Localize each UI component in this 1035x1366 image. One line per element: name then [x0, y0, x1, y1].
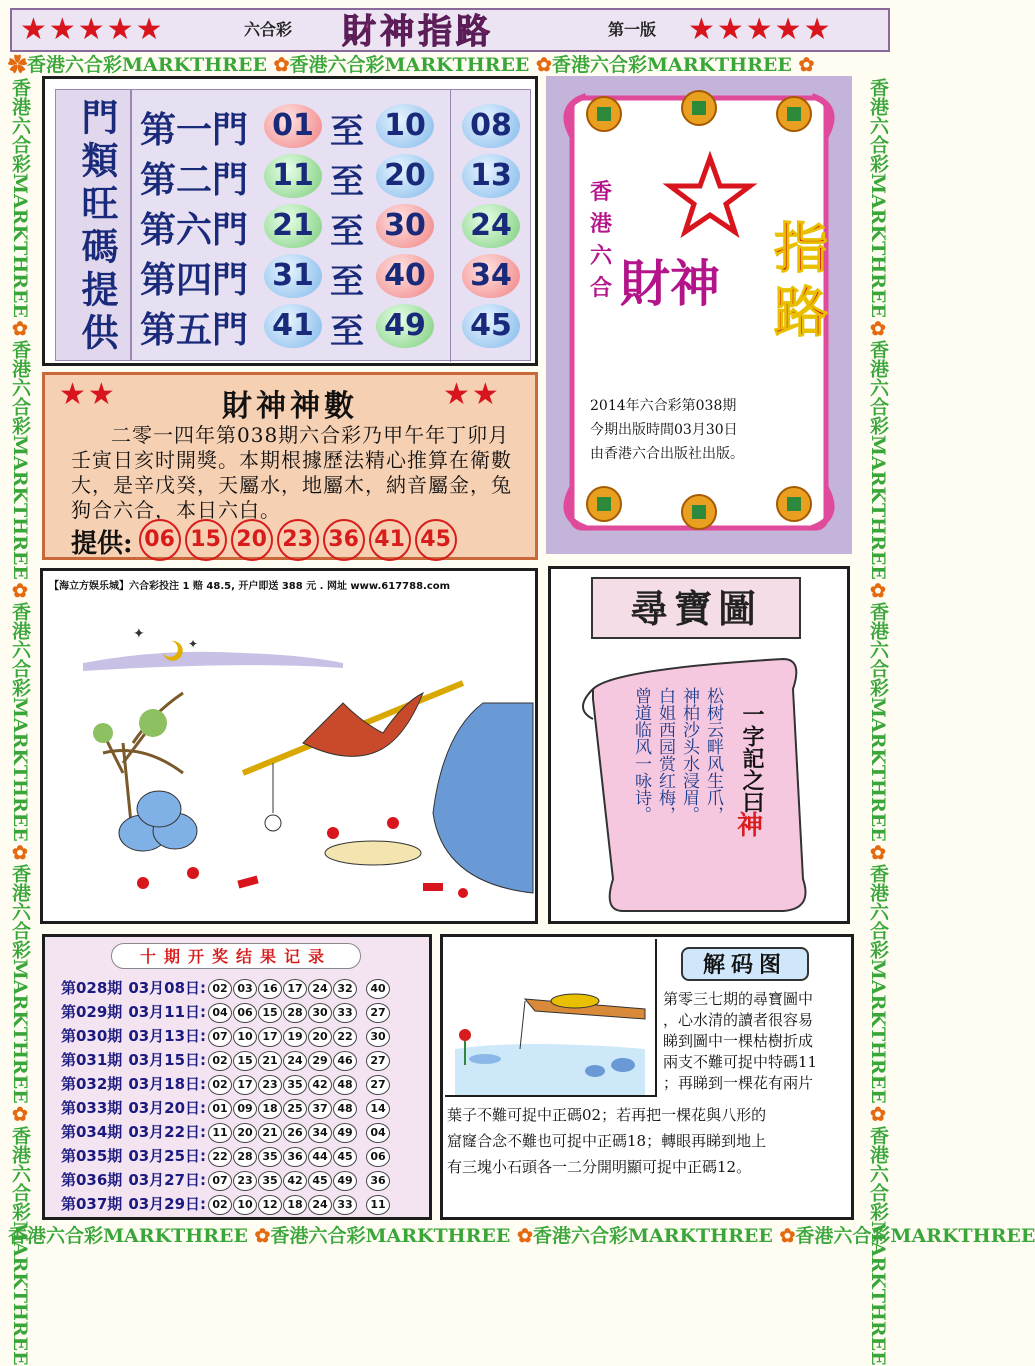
zhi-label: 至: [330, 162, 364, 202]
record-number: 17: [258, 1027, 282, 1047]
border-text: 香港六合彩MARKTHREE: [867, 863, 889, 1104]
door-side-title: 門類旺碼提供: [75, 98, 119, 356]
treasure-title: 尋寶圖: [591, 577, 801, 639]
record-number: 35: [283, 1075, 307, 1095]
record-period: 第035期: [61, 1147, 123, 1165]
edition-label: 第一版: [608, 20, 657, 39]
record-number: 29: [308, 1051, 332, 1071]
record-special: 06: [366, 1147, 390, 1167]
door-name: 第一門: [140, 109, 249, 151]
record-special: 11: [366, 1195, 390, 1215]
poster-big-title-2: 指路: [774, 216, 828, 344]
record-number: 23: [258, 1075, 282, 1095]
record-number: 02: [208, 1051, 232, 1071]
clover-icon: ✿: [254, 1225, 271, 1247]
door-name: 第四門: [140, 259, 249, 301]
record-number: 06: [233, 1003, 257, 1023]
record-number: 33: [333, 1003, 357, 1023]
record-number: 21: [258, 1051, 282, 1071]
record-number: 49: [333, 1171, 357, 1191]
decode-line: 有三塊小石頭各一二分開明顯可捉中正碼12。: [447, 1158, 752, 1176]
header-bar: [10, 8, 890, 52]
to-ball: 30: [376, 204, 434, 248]
border-text: 香港六合彩MARKTHREE: [795, 1225, 1035, 1247]
record-number: 32: [333, 979, 357, 999]
record-period: 第029期: [61, 1003, 123, 1021]
record-number: 46: [333, 1051, 357, 1071]
clover-icon: ✿: [867, 579, 889, 602]
coin-icon: [777, 487, 811, 521]
record-number: 26: [283, 1123, 307, 1143]
record-number: 22: [333, 1027, 357, 1047]
clover-icon: ✿: [779, 1225, 796, 1247]
poster-line: 由香港六合出版社出版。: [590, 446, 744, 462]
record-special: 27: [366, 1075, 390, 1095]
number-ball: 36: [323, 519, 365, 561]
record-date: 03月11日:: [128, 1003, 207, 1021]
poem-col: 神柏沙头水浸眉。: [679, 687, 699, 823]
from-ball: 11: [264, 154, 322, 198]
record-period: 第030期: [61, 1027, 123, 1045]
record-date: 03月20日:: [128, 1099, 207, 1117]
record-number: 45: [333, 1147, 357, 1167]
coin-icon: [587, 487, 621, 521]
clover-icon: ✿: [867, 841, 889, 864]
record-special: 27: [366, 1051, 390, 1071]
record-number: 03: [233, 979, 257, 999]
provide-label: 提供:: [71, 529, 133, 559]
zhi-label: 至: [330, 212, 364, 252]
door-side-panel: [55, 89, 131, 361]
clover-icon: ✿: [9, 579, 31, 602]
border-text: 香港六合彩MARKTHREE: [551, 54, 792, 76]
decode-image: [445, 939, 657, 1097]
hint-text: 一字記之曰: [739, 703, 765, 813]
record-row: [61, 1193, 391, 1217]
record-row: [61, 1097, 391, 1121]
border-text: 香港六合彩MARKTHREE: [867, 601, 889, 842]
record-special: 36: [366, 1171, 390, 1191]
border-text: 香港六合彩MARKTHREE: [9, 339, 31, 580]
record-row: [61, 1001, 391, 1025]
bat-icon: [303, 693, 423, 756]
record-period: 第031期: [61, 1051, 123, 1069]
number-ball: 41: [369, 519, 411, 561]
record-number: 02: [208, 979, 232, 999]
clover-icon: ✿: [9, 1103, 31, 1126]
record-number: 24: [283, 1051, 307, 1071]
records-panel: [42, 934, 432, 1220]
record-date: 03月08日:: [128, 979, 207, 997]
number-ball: 20: [231, 519, 273, 561]
record-period: 第033期: [61, 1099, 123, 1117]
header-left-label: 六合彩: [244, 20, 293, 39]
record-number: 23: [233, 1171, 257, 1191]
from-ball: 41: [264, 304, 322, 348]
border-right: [866, 78, 892, 1366]
record-period: 第032期: [61, 1075, 123, 1093]
decode-title: 解码图: [681, 947, 809, 981]
record-number: 44: [308, 1147, 332, 1167]
record-date: 03月15日:: [128, 1051, 207, 1069]
clover-icon: ✿: [867, 317, 889, 340]
record-number: 15: [258, 1003, 282, 1023]
record-number: 07: [208, 1171, 232, 1191]
treasure-panel: [548, 566, 850, 924]
record-number: 18: [258, 1099, 282, 1119]
border-text: 香港六合彩MARKTHREE: [867, 78, 889, 318]
coin-icon: [587, 97, 621, 131]
record-row: [61, 977, 391, 1001]
border-text: 香港六合彩MARKTHREE: [9, 1125, 31, 1366]
record-number: 35: [258, 1147, 282, 1167]
record-number: 02: [208, 1195, 232, 1215]
record-special: 04: [366, 1123, 390, 1143]
provide-row: [71, 519, 461, 561]
poster-line: 今期出版時間03月30日: [590, 422, 738, 438]
cartoon-panel: [40, 568, 538, 924]
record-row: [61, 1169, 391, 1193]
record-number: 20: [308, 1027, 332, 1047]
record-number: 48: [333, 1075, 357, 1095]
decode-panel: [440, 934, 854, 1220]
decode-line: ；再睇到一棵花有兩片: [663, 1074, 814, 1092]
svg-text:✦: ✦: [188, 637, 199, 651]
record-number: 37: [308, 1099, 332, 1119]
from-ball: 21: [264, 204, 322, 248]
door-table: [42, 76, 538, 366]
record-number: 35: [258, 1171, 282, 1191]
numerology-panel: [42, 372, 538, 560]
record-number: 24: [308, 979, 332, 999]
record-date: 03月18日:: [128, 1075, 207, 1093]
record-date: 03月13日:: [128, 1027, 207, 1045]
decode-line: 窟窿合念不難也可捉中正碼18；轉眼再睇到地上: [447, 1132, 767, 1150]
record-date: 03月27日:: [128, 1171, 207, 1189]
record-number: 04: [208, 1003, 232, 1023]
border-text: 香港六合彩MARKTHREE: [532, 1225, 773, 1247]
record-date: 03月22日:: [128, 1123, 207, 1141]
clover-icon: ✿: [273, 54, 290, 76]
record-number: 28: [283, 1003, 307, 1023]
clover-icon: ✿: [517, 1225, 533, 1247]
record-number: 01: [208, 1099, 232, 1119]
from-ball: 01: [264, 104, 322, 148]
door-row: [132, 200, 532, 250]
record-number: 10: [233, 1027, 257, 1047]
cartoon-illustration: [43, 593, 535, 923]
record-number: 42: [283, 1171, 307, 1191]
to-ball: 10: [376, 104, 434, 148]
record-special: 30: [366, 1027, 390, 1047]
poem-col: 松树云畔风生爪，: [703, 687, 723, 823]
record-period: 第037期: [61, 1195, 123, 1213]
door-name: 第五門: [140, 309, 249, 351]
record-number: 18: [283, 1195, 307, 1215]
star-row-right: ★★: [443, 377, 501, 412]
border-text: 香港六合彩MARKTHREE: [270, 1225, 511, 1247]
door-name: 第二門: [140, 159, 249, 201]
record-number: 24: [308, 1195, 332, 1215]
record-number: 45: [308, 1171, 332, 1191]
zhi-label: 至: [330, 112, 364, 152]
records-title: 十期开奖结果记录: [111, 943, 361, 969]
poster-small-title: 香港六合: [589, 179, 612, 301]
border-top: [8, 54, 892, 76]
poster-panel: [546, 76, 852, 554]
door-name: 第六門: [140, 209, 249, 251]
record-number: 02: [208, 1075, 232, 1095]
ad-banner[interactable]: 【海立方娱乐城】六合彩投注 1 赔 48.5, 开户即送 388 元 . 网址 www.617788.com: [49, 581, 451, 592]
border-text: 香港六合彩MARKTHREE: [867, 1125, 889, 1366]
star-row-left: ★★: [59, 377, 117, 412]
number-ball: 15: [185, 519, 227, 561]
to-ball: 40: [376, 254, 434, 298]
record-row: [61, 1049, 391, 1073]
record-row: [61, 1025, 391, 1049]
record-number: 30: [308, 1003, 332, 1023]
border-text: 香港六合彩MARKTHREE: [9, 78, 31, 318]
clover-icon: ✿: [536, 54, 552, 76]
door-row: [132, 300, 532, 350]
clover-icon: ✿: [798, 54, 815, 76]
decode-line: 葉子不難可捉中正碼02；若再把一棵花與八形的: [447, 1106, 767, 1124]
numerology-title: 財神神數: [222, 389, 358, 424]
border-text: 香港六合彩MARKTHREE: [9, 601, 31, 842]
decode-illustration: [445, 939, 655, 1095]
number-ball: 06: [139, 519, 181, 561]
record-number: 22: [208, 1147, 232, 1167]
poem-col: 白姐西园赏红梅，: [655, 687, 675, 823]
record-row: [61, 1121, 391, 1145]
poster-big-title-1: 財神: [620, 254, 720, 313]
door-rows: [131, 89, 531, 361]
border-left: [8, 78, 34, 1366]
record-number: 21: [258, 1123, 282, 1143]
record-number: 17: [233, 1075, 257, 1095]
record-number: 10: [233, 1195, 257, 1215]
pick-ball: 34: [462, 254, 520, 298]
decode-line: ，心水清的讀者很容易: [663, 1011, 814, 1029]
border-bottom: [8, 1224, 1035, 1248]
decode-line: 兩支不難可捉中特碼11: [663, 1053, 818, 1071]
record-number: 11: [208, 1123, 232, 1143]
decode-line: 睇到圖中一棵枯樹折成: [663, 1032, 814, 1050]
zhi-label: 至: [330, 262, 364, 302]
poster-info: [590, 394, 820, 466]
record-number: 34: [308, 1123, 332, 1143]
record-number: 17: [283, 979, 307, 999]
decode-line: 第零三七期的尋寶圖中: [663, 990, 814, 1008]
number-ball: 23: [277, 519, 319, 561]
record-row: [61, 1145, 391, 1169]
door-row: [132, 150, 532, 200]
coin-icon: [682, 495, 716, 529]
clover-icon: ✿: [9, 841, 31, 864]
clover-icon: ✿: [8, 54, 28, 76]
record-number: 25: [283, 1099, 307, 1119]
stones-icon: [119, 791, 197, 851]
record-number: 12: [258, 1195, 282, 1215]
border-text: 香港六合彩MARKTHREE: [8, 1225, 248, 1247]
clover-icon: ✿: [867, 1103, 889, 1126]
record-period: 第036期: [61, 1171, 123, 1189]
record-number: 36: [283, 1147, 307, 1167]
star-row-right: ★★★★★: [688, 12, 833, 47]
coin-icon: [777, 97, 811, 131]
poem-col: 曾道临风一咏诗。: [631, 687, 651, 823]
record-number: 28: [233, 1147, 257, 1167]
numerology-text: 二零一四年第038期六合彩乃甲午年丁卯月壬寅日亥时開獎。本期根據歷法精心推算在衛數大，是辛戊癸，天屬水，地屬木，納音屬金，兔狗合六合，本日六白。: [71, 423, 512, 522]
from-ball: 31: [264, 254, 322, 298]
record-date: 03月29日:: [128, 1195, 207, 1213]
number-ball: 45: [415, 519, 457, 561]
star-row-left: ★★★★★: [20, 12, 165, 47]
border-text: 香港六合彩MARKTHREE: [27, 54, 267, 76]
pick-ball: 24: [462, 204, 520, 248]
border-text: 香港六合彩MARKTHREE: [867, 339, 889, 580]
door-row: [132, 100, 532, 150]
poem: [629, 687, 725, 867]
border-text: 香港六合彩MARKTHREE: [289, 54, 530, 76]
zhi-label: 至: [330, 312, 364, 352]
record-number: 07: [208, 1027, 232, 1047]
record-number: 20: [233, 1123, 257, 1143]
record-period: 第034期: [61, 1123, 123, 1141]
record-special: 27: [366, 1003, 390, 1023]
svg-text:✦: ✦: [133, 626, 145, 642]
coin-icon: [682, 91, 716, 125]
record-number: 09: [233, 1099, 257, 1119]
pick-ball: 13: [462, 154, 520, 198]
record-special: 14: [366, 1099, 390, 1119]
page-title: 財神指路: [342, 12, 494, 52]
moon-icon: [163, 641, 183, 661]
record-row: [61, 1073, 391, 1097]
record-number: 16: [258, 979, 282, 999]
record-period: 第028期: [61, 979, 123, 997]
door-row: [132, 250, 532, 300]
border-text: 香港六合彩MARKTHREE: [9, 863, 31, 1104]
clover-icon: ✿: [9, 317, 31, 340]
to-ball: 49: [376, 304, 434, 348]
record-number: 33: [333, 1195, 357, 1215]
pick-ball: 45: [462, 304, 520, 348]
record-date: 03月25日:: [128, 1147, 207, 1165]
record-number: 49: [333, 1123, 357, 1143]
record-number: 48: [333, 1099, 357, 1119]
poster-line: 2014年六合彩第038期: [590, 398, 737, 414]
record-number: 19: [283, 1027, 307, 1047]
record-special: 40: [366, 979, 390, 999]
pick-ball: 08: [462, 104, 520, 148]
record-number: 42: [308, 1075, 332, 1095]
to-ball: 20: [376, 154, 434, 198]
hint-char: 神: [737, 811, 764, 841]
record-number: 15: [233, 1051, 257, 1071]
